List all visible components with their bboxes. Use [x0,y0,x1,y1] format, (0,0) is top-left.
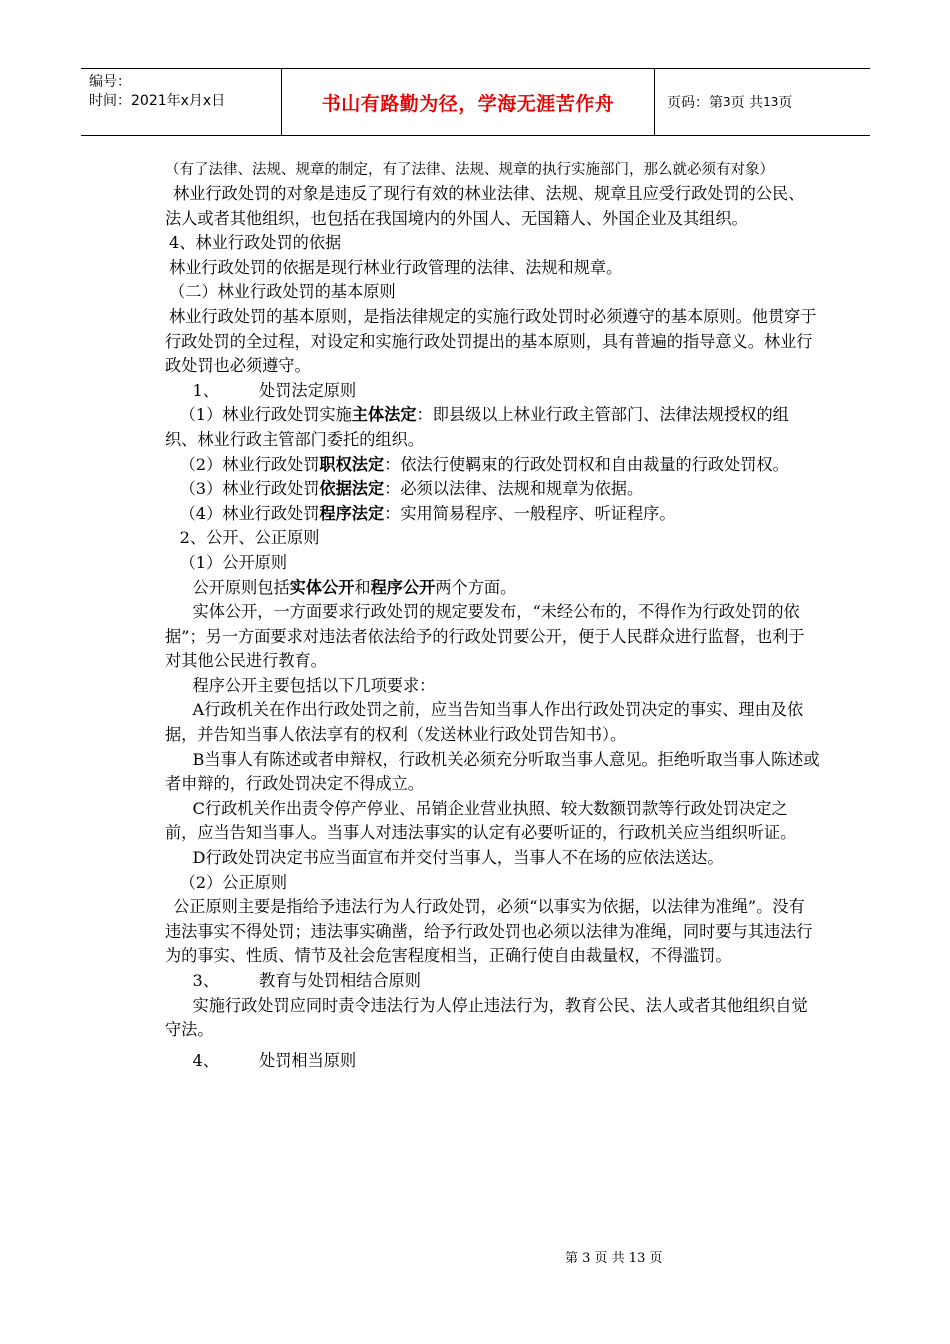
text-span: ：实用简易程序、一般程序、听证程序。 [384,503,676,523]
text-span: 公开原则包括 [192,577,290,597]
paragraph: 林业行政处罚的基本原则，是指法律规定的实施行政处罚时必须遵守的基本原则。他贯穿于行政处罚的全过程，对设定和实施行政处罚提出的基本原则，具有普遍的指导意义。林业行政处罚也必须遵守。 [165,306,817,376]
text-span: （2）林业行政处罚 [179,454,320,474]
section-heading: （2）公正原则 [179,872,288,892]
document-time: 时间：2021年x月x日 [89,93,226,109]
text-span: （3）林业行政处罚 [179,479,320,499]
paragraph: 公正原则主要是指给予违法行为人行政处罚，必须“以事实为依据，以法律为准绳”。没有违法事实不得处罚；违法事实确凿，给予行政处罚也必须以法律为准绳，同时要与其违法行为的事实、性质、情节及社会危害程度相当，正确行使自由裁量权，不得滥罚。 [165,897,813,966]
principle-title: 处罚相当原则 [259,1050,357,1070]
header-motto: 书山有路勤为径，学海无涯苦作舟 [282,69,655,135]
paragraph: 实施行政处罚应同时责令违法行为人停止违法行为，教育公民、法人或者其他组织自觉守法。 [165,995,808,1040]
bold-term: 实体公开 [289,577,355,597]
paragraph: （有了法律、法规、规章的制定，有了法律、法规、规章的执行实施部门，那么就必须有对象） [165,162,774,178]
header-meta [81,69,282,135]
paragraph: A行政机关在作出行政处罚之前，应当告知当事人作出行政处罚决定的事实、理由及依据，并告知当事人依法享有的权利（发送林业行政处罚告知书）。 [165,700,804,745]
page-mid: 页 共 [730,95,764,111]
principle-title: 教育与处罚相结合原则 [259,971,421,990]
paragraph: B当事人有陈述或者申辩权，行政机关必须充分听取当事人意见。拒绝听取当事人陈述或者申辩的，行政处罚决定不得成立。 [165,749,820,794]
principle-number: 4、 [192,1050,220,1070]
paragraph [165,502,820,527]
page-label: 页码：第 [667,95,723,111]
principle-number: 1、 [192,380,220,400]
principle-title: 处罚法定原则 [259,380,357,400]
principle-heading [165,969,820,994]
principle-number: 3、 [192,971,220,990]
section-heading: 2、公开、公正原则 [179,528,320,548]
text-span: 和 [354,577,371,597]
paragraph [165,477,820,502]
page-footer: 第 3 页 共 13 页 [565,1251,663,1266]
bold-term: 依据法定 [319,479,385,499]
paragraph [165,403,820,452]
paragraph: 实体公开，一方面要求行政处罚的规定要发布，“未经公布的，不得作为行政处罚的依据”；另一方面要求对违法者依法给予的行政处罚要公开，便于人民群众进行监督，也利于对其他公民进行教育。 [165,602,805,671]
bold-term: 职权法定 [319,454,385,474]
text-span: （4）林业行政处罚 [179,503,320,523]
text-span: （1）林业行政处罚实施 [179,405,352,425]
text-span: ：即县级以上林业行政主管部门、法律法规授权的组织、林业行政主管部门委托的组织。 [165,405,789,449]
header-page-info [655,69,870,135]
paragraph: D行政处罚决定书应当面宣布并交付当事人，当事人不在场的应依法送达。 [192,848,724,868]
principle-heading [165,1049,820,1074]
text-span: 两个方面。 [435,577,517,597]
page-total: 13 [763,95,779,109]
paragraph: 程序公开主要包括以下几项要求： [192,675,436,695]
document-body [165,158,820,1073]
paragraph [165,576,820,601]
paragraph: 林业行政处罚的依据是现行林业行政管理的法律、法规和规章。 [169,257,623,277]
page-header [81,68,870,136]
bold-term: 程序法定 [319,503,385,523]
text-span: ：必须以法律、法规和规章为依据。 [384,479,644,499]
bold-term: 主体法定 [351,405,417,425]
paragraph: C行政机关作出责令停产停业、吊销企业营业执照、较大数额罚款等行政处罚决定之前，应当告知当事人。当事人对违法事实的认定有必要听证的，行政机关应当组织听证。 [165,798,797,843]
principle-heading [165,379,820,404]
section-heading: （1）公开原则 [179,552,288,572]
paragraph [165,453,820,478]
paragraph: 林业行政处罚的对象是违反了现行有效的林业法律、法规、规章且应受行政处罚的公民、法人或者其他组织，也包括在我国境内的外国人、无国籍人、外国企业及其组织。 [165,184,805,228]
document-number-label: 编号： [89,74,131,90]
section-heading: （二）林业行政处罚的基本原则 [169,282,396,302]
page-current: 3 [723,95,731,109]
page-end: 页 [778,95,793,111]
section-heading: 4、林业行政处罚的依据 [169,233,342,253]
bold-term: 程序公开 [370,577,436,597]
text-span: ：依法行使羁束的行政处罚权和自由裁量的行政处罚权。 [384,454,789,474]
